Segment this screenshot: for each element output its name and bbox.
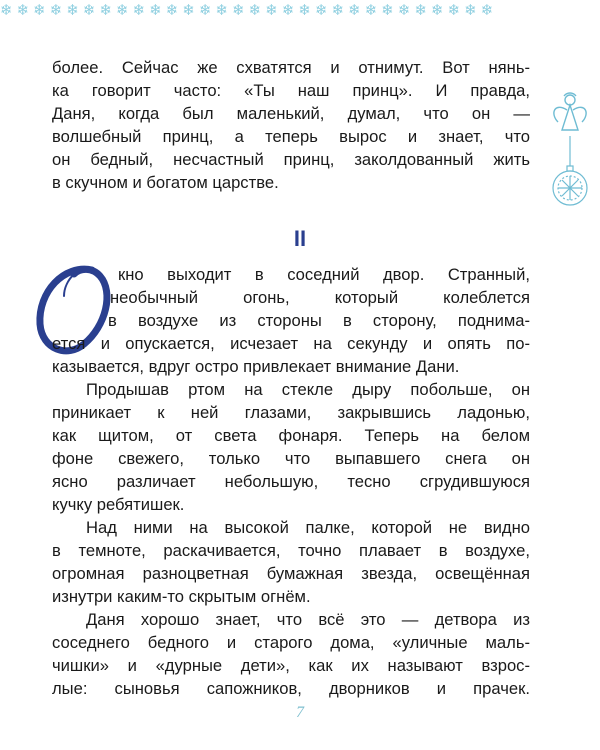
snowflake-icon: ❄ xyxy=(265,2,279,19)
bauble-icon xyxy=(553,136,587,205)
top-paragraph xyxy=(52,56,530,194)
snowflake-icon: ❄ xyxy=(298,2,312,19)
snowflake-icon: ❄ xyxy=(447,2,462,19)
text-line: Над ними на высокой палке, которой не видно xyxy=(86,518,530,537)
snowflake-icon: ❄ xyxy=(314,2,329,19)
snowflake-icon: ❄ xyxy=(381,2,395,19)
snowflake-icon: ❄ xyxy=(33,2,47,19)
text-line: Даня, когда был маленький, думал, что он — xyxy=(52,104,530,123)
snowflake-icon: ❄ xyxy=(82,2,97,19)
snowflake-icon: ❄ xyxy=(99,2,114,19)
text-line: более. Сейчас же схватятся и отнимут. Вот нянь- xyxy=(52,58,530,77)
snowflake-icon: ❄ xyxy=(248,2,263,19)
snowflake-icon: ❄ xyxy=(16,2,31,19)
text-line: ясно различает небольшую, тесно сгрудившуюся xyxy=(52,472,530,491)
text-line: приникает к ней глазами, закрывшись ладонью, xyxy=(52,403,530,422)
text-line: Даня хорошо знает, что всё это — детвора из xyxy=(86,610,530,629)
text-line: соседнего бедного и старого дома, «уличные маль- xyxy=(52,633,530,652)
christmas-ornaments xyxy=(540,18,600,218)
paragraph-4 xyxy=(52,608,530,700)
text-line: изнутри каким-то скрытым огнём. xyxy=(52,587,311,606)
snowflake-icon: ❄ xyxy=(165,2,180,19)
text-line: кно выходит в соседний двор. Странный, xyxy=(118,265,530,284)
text-line: волшебный принц, а теперь вырос и знает, что xyxy=(52,127,530,146)
text-line: необычный огонь, который колеблется xyxy=(110,288,530,307)
snowflake-icon: ❄ xyxy=(232,2,246,19)
text-line: казывается, вдруг остро привлекает внимание Дани. xyxy=(52,357,460,376)
angel-icon xyxy=(554,93,586,130)
snowflake-icon: ❄ xyxy=(348,2,362,19)
snowflake-icon: ❄ xyxy=(49,2,64,19)
snowflake-icon: ❄ xyxy=(132,2,147,19)
snowflake-icon: ❄ xyxy=(116,2,130,19)
snowflake-icon: ❄ xyxy=(66,2,80,19)
text-line: ка говорит часто: «Ты наш принц». И правда, xyxy=(52,81,530,100)
snowflake-icon: ❄ xyxy=(464,2,478,19)
snowflake-icon: ❄ xyxy=(331,2,346,19)
snowflake-icon: ❄ xyxy=(149,2,163,19)
snowflake-icon: ❄ xyxy=(431,2,445,19)
text-line: как щитом, от света фонаря. Теперь на белом xyxy=(52,426,530,445)
first-paragraph xyxy=(52,263,530,378)
page-number: 7 xyxy=(296,704,304,721)
snowflake-icon: ❄ xyxy=(364,2,379,19)
paragraph-3 xyxy=(52,516,530,608)
snowflake-icon: ❄ xyxy=(480,2,495,19)
text-line: фоне свежего, только что выпавшего снега он xyxy=(52,449,530,468)
snowflake-border xyxy=(0,0,600,22)
snowflake-icon: ❄ xyxy=(281,2,296,19)
text-line: в воздухе из стороны в сторону, поднима- xyxy=(108,311,530,330)
snowflake-icon: ❄ xyxy=(397,2,412,19)
snowflake-icon: ❄ xyxy=(215,2,230,19)
snowflake-icon: ❄ xyxy=(414,2,429,19)
snowflake-icon: ❄ xyxy=(182,2,196,19)
snowflake-icon: ❄ xyxy=(198,2,213,19)
text-line: чишки» и «дурные дети», как их называют взрос- xyxy=(52,656,530,675)
snowflake-icon: ❄ xyxy=(0,2,14,19)
text-line: Продышав ртом на стекле дыру побольше, он xyxy=(86,380,530,399)
text-line: он бедный, несчастный принц, заколдованный жить xyxy=(52,150,530,169)
text-line: огромная разноцветная бумажная звезда, освещённая xyxy=(52,564,530,583)
text-line: лые: сыновья сапожников, дворников и прачек. xyxy=(52,679,530,698)
text-line: в темноте, раскачивается, точно плавает в воздухе, xyxy=(52,541,530,560)
text-line: кучку ребятишек. xyxy=(52,495,185,514)
text-line: в скучном и богатом царстве. xyxy=(52,173,279,192)
section-number: II xyxy=(293,226,307,251)
text-line: ется и опускается, исчезает на секунду и опять по- xyxy=(52,334,530,353)
paragraph-2 xyxy=(52,378,530,516)
